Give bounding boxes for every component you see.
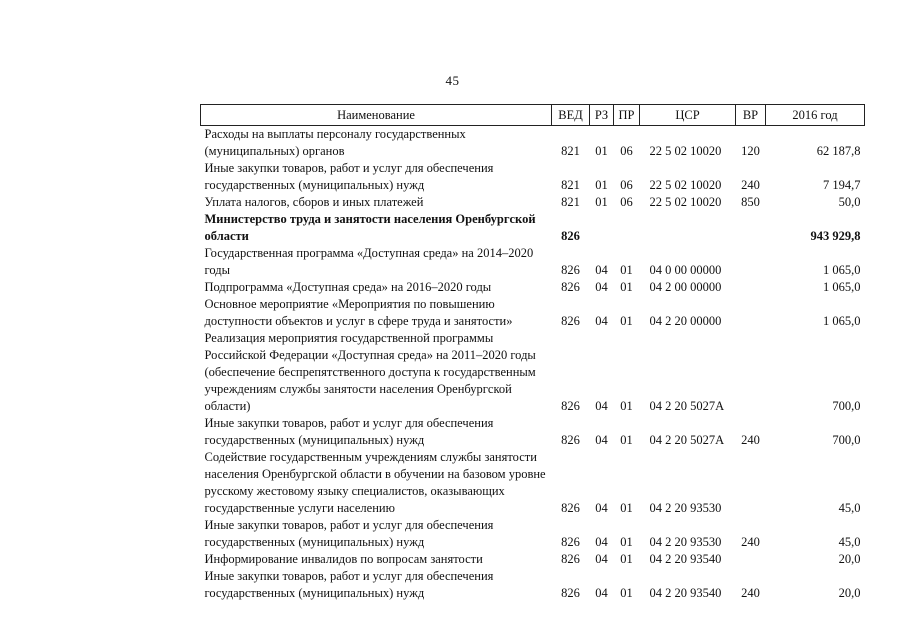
cell-vr: 240 xyxy=(741,178,760,192)
header-csr: ЦСР xyxy=(640,105,736,126)
header-amount: 2016 год xyxy=(766,105,865,126)
cell-pr: 01 xyxy=(620,280,633,294)
cell-vr xyxy=(736,330,766,415)
cell-csr: 04 0 00 00000 xyxy=(649,263,722,277)
cell-ved: 826 xyxy=(561,586,580,600)
cell-csr xyxy=(640,211,736,245)
table-row xyxy=(201,126,865,161)
cell-vr xyxy=(736,449,766,517)
cell-amount: 62 187,8 xyxy=(816,144,861,158)
cell-name: Иные закупки товаров, работ и услуг для обеспечения государственных (муниципальных) нужд xyxy=(204,161,494,192)
cell-rz: 04 xyxy=(595,552,608,566)
cell-pr: 01 xyxy=(620,314,633,328)
cell-csr: 04 2 20 00000 xyxy=(649,314,722,328)
cell-csr: 04 2 20 5027А xyxy=(649,399,725,413)
cell-amount: 700,0 xyxy=(832,433,861,447)
cell-ved: 821 xyxy=(561,195,580,209)
table-header-row xyxy=(201,105,865,126)
cell-amount: 943 929,8 xyxy=(810,229,861,243)
cell-amount: 20,0 xyxy=(838,586,861,600)
table-row xyxy=(201,296,865,330)
cell-vr: 240 xyxy=(741,433,760,447)
cell-amount: 45,0 xyxy=(838,501,861,515)
header-vr: ВР xyxy=(736,105,766,126)
cell-name: Подпрограмма «Доступная среда» на 2016–2020 годы xyxy=(204,280,492,294)
cell-csr: 22 5 02 10020 xyxy=(649,178,722,192)
cell-csr: 04 2 20 93540 xyxy=(649,552,722,566)
cell-name: Расходы на выплаты персоналу государственных (муниципальных) органов xyxy=(204,127,466,158)
cell-vr: 240 xyxy=(741,586,760,600)
cell-pr: 01 xyxy=(620,535,633,549)
cell-amount: 1 065,0 xyxy=(823,314,861,328)
cell-csr: 04 2 20 5027А xyxy=(649,433,725,447)
cell-csr: 22 5 02 10020 xyxy=(649,195,722,209)
cell-name: Основное мероприятие «Мероприятия по повышению доступности объектов и услуг в сфере труда и занятости» xyxy=(204,297,513,328)
cell-pr: 01 xyxy=(620,399,633,413)
cell-csr: 04 2 20 93530 xyxy=(649,501,722,515)
cell-rz: 04 xyxy=(595,501,608,515)
cell-ved: 826 xyxy=(561,552,580,566)
table-row xyxy=(201,551,865,568)
cell-rz: 01 xyxy=(595,178,608,192)
table-row xyxy=(201,245,865,279)
cell-name: Уплата налогов, сборов и иных платежей xyxy=(204,195,424,209)
table-row xyxy=(201,194,865,211)
budget-table xyxy=(200,104,864,602)
cell-name: Иные закупки товаров, работ и услуг для обеспечения государственных (муниципальных) нужд xyxy=(204,416,494,447)
cell-ved: 826 xyxy=(561,433,580,447)
cell-ved: 821 xyxy=(561,178,580,192)
table-row xyxy=(201,415,865,449)
cell-ved: 821 xyxy=(561,144,580,158)
cell-amount: 20,0 xyxy=(838,552,861,566)
cell-amount: 45,0 xyxy=(838,535,861,549)
cell-rz: 04 xyxy=(595,263,608,277)
cell-ved: 826 xyxy=(561,229,580,243)
cell-amount: 700,0 xyxy=(832,399,861,413)
cell-ved: 826 xyxy=(561,263,580,277)
cell-vr xyxy=(736,296,766,330)
cell-pr: 06 xyxy=(620,144,633,158)
cell-name: Иные закупки товаров, работ и услуг для обеспечения государственных (муниципальных) нужд xyxy=(204,518,494,549)
cell-vr: 120 xyxy=(741,144,760,158)
cell-rz: 04 xyxy=(595,280,608,294)
cell-vr xyxy=(736,279,766,296)
cell-name: Информирование инвалидов по вопросам занятости xyxy=(204,552,483,566)
cell-amount: 50,0 xyxy=(838,195,861,209)
cell-rz: 04 xyxy=(595,399,608,413)
cell-rz: 04 xyxy=(595,535,608,549)
cell-amount: 7 194,7 xyxy=(823,178,861,192)
cell-pr: 01 xyxy=(620,433,633,447)
cell-csr: 04 2 20 93540 xyxy=(649,586,722,600)
cell-rz: 04 xyxy=(595,586,608,600)
table-row xyxy=(201,211,865,245)
cell-amount: 1 065,0 xyxy=(823,263,861,277)
cell-ved: 826 xyxy=(561,535,580,549)
cell-amount: 1 065,0 xyxy=(823,280,861,294)
page-number: 45 xyxy=(445,73,460,88)
cell-rz: 04 xyxy=(595,433,608,447)
cell-rz xyxy=(590,211,614,245)
cell-name: Реализация мероприятия государственной программы Российской Федерации «Доступная среда» на 2011–2020 годы (обеспечение беспрепятственного доступа к государственным учреждениям службы занятости населения Оренбургской области) xyxy=(204,331,536,413)
header-pr: ПР xyxy=(614,105,640,126)
cell-pr: 06 xyxy=(620,178,633,192)
cell-vr: 850 xyxy=(741,195,760,209)
cell-pr: 06 xyxy=(620,195,633,209)
cell-vr xyxy=(736,551,766,568)
cell-pr xyxy=(614,211,640,245)
cell-csr: 22 5 02 10020 xyxy=(649,144,722,158)
table-row xyxy=(201,279,865,296)
table-row xyxy=(201,449,865,517)
table-row xyxy=(201,568,865,602)
table-row xyxy=(201,517,865,551)
table-row xyxy=(201,330,865,415)
header-name: Наименование xyxy=(201,105,552,126)
header-rz: РЗ xyxy=(590,105,614,126)
cell-pr: 01 xyxy=(620,552,633,566)
cell-vr xyxy=(736,245,766,279)
cell-rz: 04 xyxy=(595,314,608,328)
cell-name: Содействие государственным учреждениям службы занятости населения Оренбургской области в обучении на базовом уровне русскому жестовому языку специалистов, оказывающих государственные услуги населению xyxy=(204,450,546,515)
cell-ved: 826 xyxy=(561,280,580,294)
cell-name: Министерство труда и занятости населения Оренбургской области xyxy=(204,212,536,243)
header-ved: ВЕД xyxy=(552,105,590,126)
table-body xyxy=(201,126,865,603)
cell-pr: 01 xyxy=(620,501,633,515)
cell-ved: 826 xyxy=(561,399,580,413)
table-row xyxy=(201,160,865,194)
cell-vr xyxy=(736,211,766,245)
cell-rz: 01 xyxy=(595,144,608,158)
cell-csr: 04 2 20 93530 xyxy=(649,535,722,549)
cell-ved: 826 xyxy=(561,314,580,328)
cell-pr: 01 xyxy=(620,586,633,600)
cell-pr: 01 xyxy=(620,263,633,277)
cell-ved: 826 xyxy=(561,501,580,515)
cell-vr: 240 xyxy=(741,535,760,549)
cell-name: Государственная программа «Доступная среда» на 2014–2020 годы xyxy=(204,246,534,277)
cell-rz: 01 xyxy=(595,195,608,209)
cell-name: Иные закупки товаров, работ и услуг для обеспечения государственных (муниципальных) нужд xyxy=(204,569,494,600)
cell-csr: 04 2 00 00000 xyxy=(649,280,722,294)
